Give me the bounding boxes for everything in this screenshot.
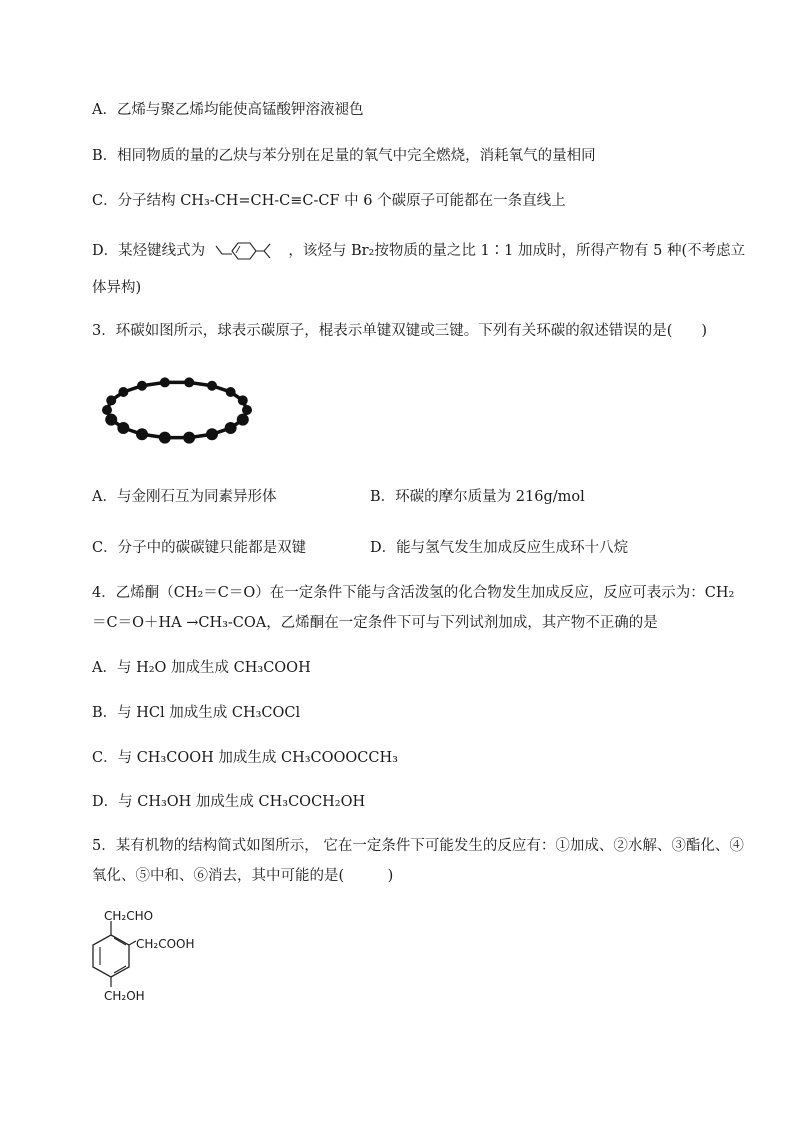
carbon-atom — [237, 414, 249, 426]
carbon-atom — [206, 428, 218, 440]
q3-stem: 3．环碳如图所示，球表示碳原子，棍表示单键双键或三键。下列有关环碳的叙述错误的是( ) — [92, 323, 708, 339]
q4-stem-line1: 4．乙烯酮（CH₂＝C＝O）在一定条件下能与含活泼氢的化合物发生加成反应，反应可表示为：CH₂ — [92, 585, 735, 601]
q2-option-d-continued: 体异构) — [92, 280, 142, 296]
carbon-atom — [160, 377, 170, 387]
carbon-atom — [242, 405, 252, 415]
q2-option-b: B．相同物质的量的乙炔与苯分别在足量的氧气中完全燃烧，消耗氧气的量相同 — [92, 148, 596, 164]
carbon-atom — [106, 395, 116, 405]
carbon-atom — [207, 381, 217, 391]
q4-option-b: B．与 HCl 加成生成 CH₃COCl — [92, 705, 301, 721]
q5-stem-line1: 5．某有机物的结构简式如图所示， 它在一定条件下可能发生的反应有：①加成、②水解、③酯化、④ — [92, 838, 744, 854]
q3-option-b: B．环碳的摩尔质量为 216g/mol — [370, 489, 585, 505]
carbon-atom — [117, 422, 129, 434]
struct-label-ch2oh: CH₂OH — [104, 989, 145, 1003]
carbon-atom — [102, 405, 112, 415]
struct-label-ch2cooh: CH₂COOH — [136, 937, 195, 951]
carbon-atom — [159, 432, 171, 444]
carbon-atom — [225, 422, 237, 434]
carbon-atom — [118, 387, 128, 397]
q3-option-d: D．能与氢气发生加成反应生成环十八烷 — [370, 540, 629, 556]
carbon-atom — [137, 381, 147, 391]
carbon-atom — [184, 377, 194, 387]
q2-option-a: A．乙烯与聚乙烯均能使高锰酸钾溶液褪色 — [92, 102, 364, 118]
q3-option-a: A．与金刚石互为同素异形体 — [92, 489, 277, 505]
q2-option-d-prefix: D．某烃键线式为 — [92, 243, 206, 259]
q2-option-d-suffix: ，该烃与 Br₂按物质的量之比 1∶1 加成时，所得产物有 5 种(不考虑立 — [288, 243, 746, 259]
q4-option-a: A．与 H₂O 加成生成 CH₃COOH — [92, 660, 311, 676]
q4-stem-line2: ＝C＝O＋HA →CH₃-COA，乙烯酮在一定条件下可与下列试剂加成，其产物不正确的是 — [92, 615, 658, 631]
struct-label-ch2cho: CH₂CHO — [104, 909, 154, 923]
carbon-atom — [136, 428, 148, 440]
q3-option-c: C．分子中的碳碳键只能都是双键 — [92, 540, 307, 556]
carbon-atom — [238, 395, 248, 405]
carbon-atom — [105, 414, 117, 426]
carbon-atom — [183, 432, 195, 444]
structural-formula — [92, 905, 202, 1005]
q5-stem-line2: 氧化、⑤中和、⑥消去，其中可能的是( ) — [92, 868, 394, 884]
carbon-ring-image — [100, 370, 255, 450]
q2-option-c: C．分子结构 CH₃-CH=CH-C≡C-CF 中 6 个碳原子可能都在一条直线上 — [92, 193, 566, 209]
skeletal-formula-icon — [214, 240, 280, 262]
q4-option-c: C．与 CH₃COOH 加成生成 CH₃COOOCCH₃ — [92, 750, 398, 766]
q4-option-d: D．与 CH₃OH 加成生成 CH₃COCH₂OH — [92, 794, 366, 810]
carbon-atom — [226, 387, 236, 397]
q2-option-d — [92, 240, 745, 262]
